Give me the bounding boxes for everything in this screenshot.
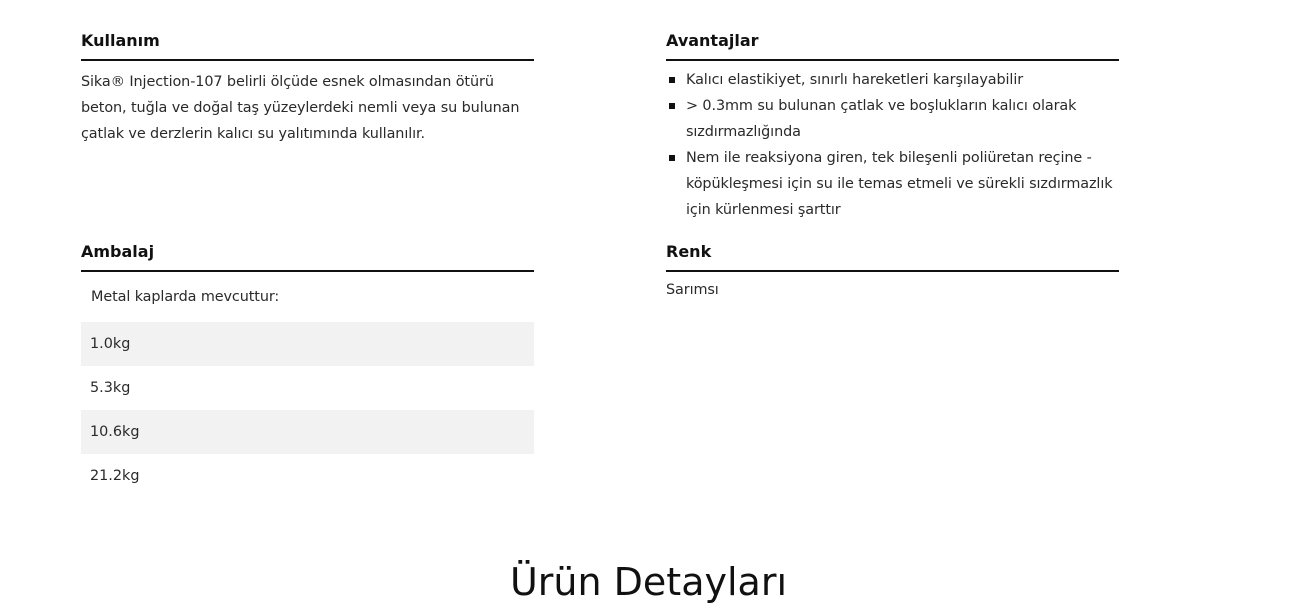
packaging-title: Ambalaj [81,242,534,272]
color-value: Sarımsı [666,282,719,298]
square-bullet-icon [669,77,675,83]
product-details-heading: Ürün Detayları [509,560,788,604]
advantage-item [666,145,1119,223]
usage-section [81,31,534,147]
advantages-title: Avantajlar [666,31,1119,61]
square-bullet-icon [669,103,675,109]
packaging-row: 5.3kg [90,380,131,396]
color-title: Renk [666,242,1119,272]
usage-text: Sika® Injection-107 belirli ölçüde esnek olmasından ötürü beton, tuğla ve doğal taş yüzeylerdeki nemli veya su bulunan çatlak ve derzlerin kalıcı su yalıtımında kullanılır. [81,74,520,142]
packaging-row: 21.2kg [90,468,140,484]
advantage-text: Nem ile reaksiyona giren, tek bileşenli poliüretan reçine - köpükleşmesi için su ile temas etmeli ve sürekli sızdırmazlık için kürlenmesi şarttır [686,150,1113,218]
advantage-text: > 0.3mm su bulunan çatlak ve boşlukların kalıcı olarak sızdırmazlığında [686,98,1077,140]
packaging-row: 1.0kg [81,322,534,366]
advantages-section [666,31,1119,223]
color-section [666,242,1119,303]
square-bullet-icon [669,155,675,161]
packaging-intro: Metal kaplarda mevcuttur: [91,289,280,305]
packaging-section [81,242,534,498]
advantages-list [666,67,1119,223]
advantage-item [666,67,1119,93]
advantage-item [666,93,1119,145]
packaging-row: 10.6kg [81,410,534,454]
usage-title: Kullanım [81,31,534,61]
advantage-text: Kalıcı elastikiyet, sınırlı hareketleri karşılayabilir [686,72,1024,88]
